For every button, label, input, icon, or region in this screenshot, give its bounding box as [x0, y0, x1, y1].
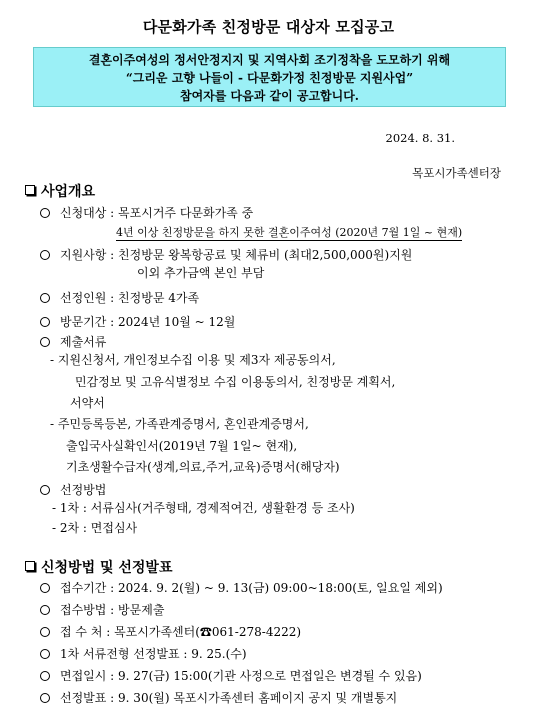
- circle-bullet-icon: [40, 605, 50, 615]
- item-application-period: 접수기간 : 2024. 9. 2(월) ~ 9. 13(금) 09:00~18:00(토, 일요일 제외): [40, 580, 443, 596]
- circle-bullet-icon: [40, 293, 50, 303]
- section-heading-application: 신청방법 및 선정발표: [25, 557, 172, 577]
- checkbox-square-icon: [25, 185, 35, 195]
- docs1-line1: - 지원신청서, 개인정보수집 이용 및 제3자 제공동의서,: [50, 353, 336, 367]
- method-step-1: - 1차 : 서류심사(거주형태, 경제적여건, 생활환경 등 조사): [52, 501, 355, 515]
- item-period: 방문기간 : 2024년 10월 ~ 12월: [40, 314, 235, 330]
- circle-bullet-icon: [40, 317, 50, 327]
- item-first-result: 1차 서류전형 선정발표 : 9. 25.(수): [40, 646, 247, 662]
- circle-bullet-icon: [40, 693, 50, 703]
- target-detail: 4년 이상 친정방문을 하지 못한 결혼이주여성 (2020년 7월 1일 ~ 현재): [116, 226, 463, 239]
- method-step-2: - 2차 : 면접심사: [52, 521, 138, 535]
- banner-line-2: “그리운 고향 나들이 - 다문화가정 친정방문 지원사업”: [125, 71, 414, 85]
- docs2-line1: - 주민등록등본, 가족관계증명서, 혼인관계증명서,: [50, 417, 309, 431]
- banner-line-1: 결혼이주여성의 정서안정지지 및 지역사회 조기정착을 도모하기 위해: [88, 53, 451, 67]
- circle-bullet-icon: [40, 583, 50, 593]
- item-method: 선정방법: [40, 482, 106, 498]
- circle-bullet-icon: [40, 627, 50, 637]
- docs1-line3: 서약서: [70, 396, 105, 410]
- circle-bullet-icon: [40, 671, 50, 681]
- issuer: 목포시가족센터장: [412, 166, 501, 180]
- item-target: 신청대상 : 목포시거주 다문화가족 중: [40, 205, 253, 221]
- circle-bullet-icon: [40, 208, 50, 218]
- docs1-line2: 민감정보 및 고유식별정보 수집 이용동의서, 친정방문 계획서,: [75, 375, 396, 389]
- docs2-line2: 출입국사실확인서(2019년 7월 1일~ 현재),: [66, 439, 298, 453]
- item-application-place: 접 수 처 : 목포시가족센터(☎061-278-4222): [40, 624, 301, 640]
- item-interview: 면접일시 : 9. 27(금) 15:00(기관 사정으로 면접일은 변경될 수 있음): [40, 668, 422, 684]
- intro-banner: [33, 47, 506, 107]
- item-docs: 제출서류: [40, 334, 106, 350]
- notice-date: 2024. 8. 31.: [385, 131, 455, 145]
- banner-line-3: 참여자를 다음과 같이 공고합니다.: [179, 89, 359, 103]
- circle-bullet-icon: [40, 337, 50, 347]
- item-final-result: 선정발표 : 9. 30(월) 목포시가족센터 홈페이지 공지 및 개별통지: [40, 690, 397, 706]
- support-detail: 이외 추가금액 본인 부담: [137, 266, 265, 280]
- item-application-method: 접수방법 : 방문제출: [40, 602, 164, 618]
- section-heading-overview: 사업개요: [25, 181, 95, 201]
- item-support: 지원사항 : 친정방문 왕복항공료 및 체류비 (최대2,500,000원)지원: [40, 247, 412, 263]
- circle-bullet-icon: [40, 649, 50, 659]
- item-people: 선정인원 : 친정방문 4가족: [40, 290, 199, 306]
- circle-bullet-icon: [40, 485, 50, 495]
- docs2-line3: 기초생활수급자(생계,의료,주거,교육)증명서(해당자): [66, 460, 340, 474]
- page-title: 다문화가족 친정방문 대상자 모집공고: [142, 18, 395, 36]
- checkbox-square-icon: [25, 561, 35, 571]
- circle-bullet-icon: [40, 250, 50, 260]
